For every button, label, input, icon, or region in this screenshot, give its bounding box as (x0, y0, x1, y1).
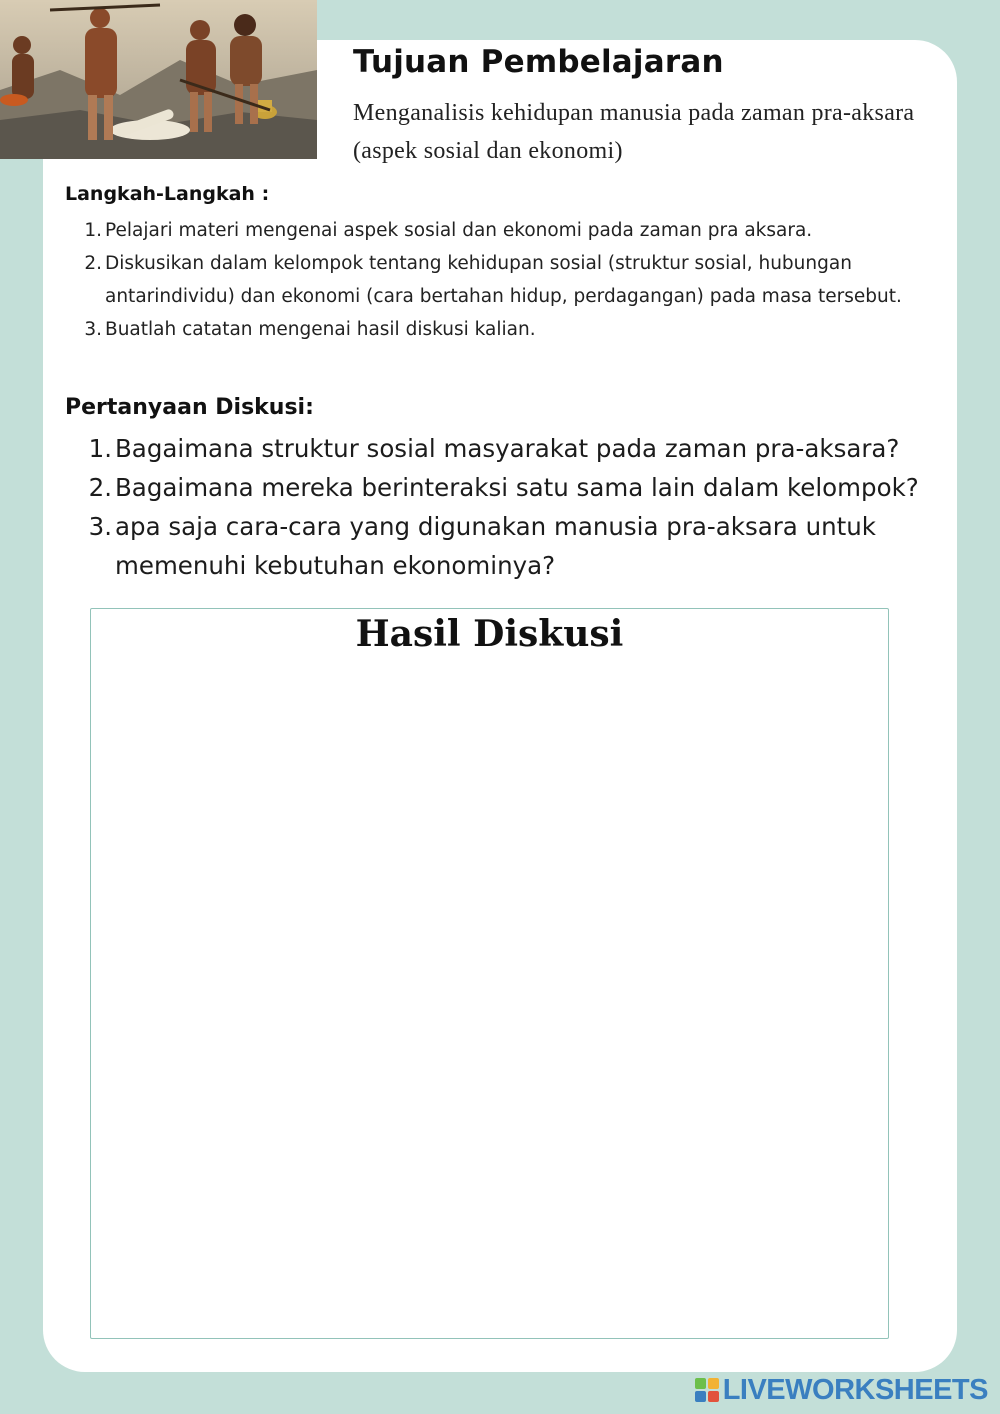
list-item (80, 313, 920, 346)
list-item-number: 1. (88, 434, 112, 463)
list-item (80, 214, 920, 247)
list-item-number: 3. (88, 512, 112, 541)
page-title: Tujuan Pembelajaran (353, 44, 724, 80)
list-item-text: Pelajari materi mengenai aspek sosial dan ekonomi pada zaman pra aksara. (105, 220, 813, 241)
steps-heading: Langkah-Langkah : (65, 183, 270, 205)
list-item-number: 1. (84, 220, 102, 241)
list-item (80, 247, 920, 313)
brand-text: LIVEWORKSHEETS (722, 1373, 988, 1406)
list-item-text: Bagaimana mereka berinteraksi satu sama lain dalam kelompok? (115, 473, 919, 502)
discussion-result-box (90, 608, 889, 1339)
list-item-text: Buatlah catatan mengenai hasil diskusi kalian. (105, 319, 536, 340)
list-item (85, 429, 925, 468)
discussion-answer-field[interactable] (97, 665, 882, 1329)
list-item (85, 507, 925, 585)
liveworksheets-logo-icon (695, 1378, 719, 1402)
steps-list (80, 214, 920, 346)
list-item-number: 3. (84, 319, 102, 340)
learning-objective: Menganalisis kehidupan manusia pada zaman pra-aksara (aspek sosial dan ekonomi) (353, 100, 915, 164)
list-item-number: 2. (88, 473, 112, 502)
questions-heading: Pertanyaan Diskusi: (65, 395, 314, 420)
list-item-text: Diskusikan dalam kelompok tentang kehidupan sosial (struktur sosial, hubungan antarindividu) dan ekonomi (cara bertahan hidup, perdagangan) pada masa tersebut. (105, 253, 902, 307)
result-title: Hasil Diskusi (355, 613, 624, 655)
liveworksheets-brand (695, 1373, 988, 1407)
list-item-text: Bagaimana struktur sosial masyarakat pada zaman pra-aksara? (115, 434, 900, 463)
list-item-text: apa saja cara-cara yang digunakan manusia pra-aksara untuk memenuhi kebutuhan ekonominya? (115, 512, 876, 580)
list-item (85, 468, 925, 507)
list-item-number: 2. (84, 253, 102, 274)
questions-list (85, 429, 925, 585)
prehistoric-people-illustration (0, 0, 317, 159)
